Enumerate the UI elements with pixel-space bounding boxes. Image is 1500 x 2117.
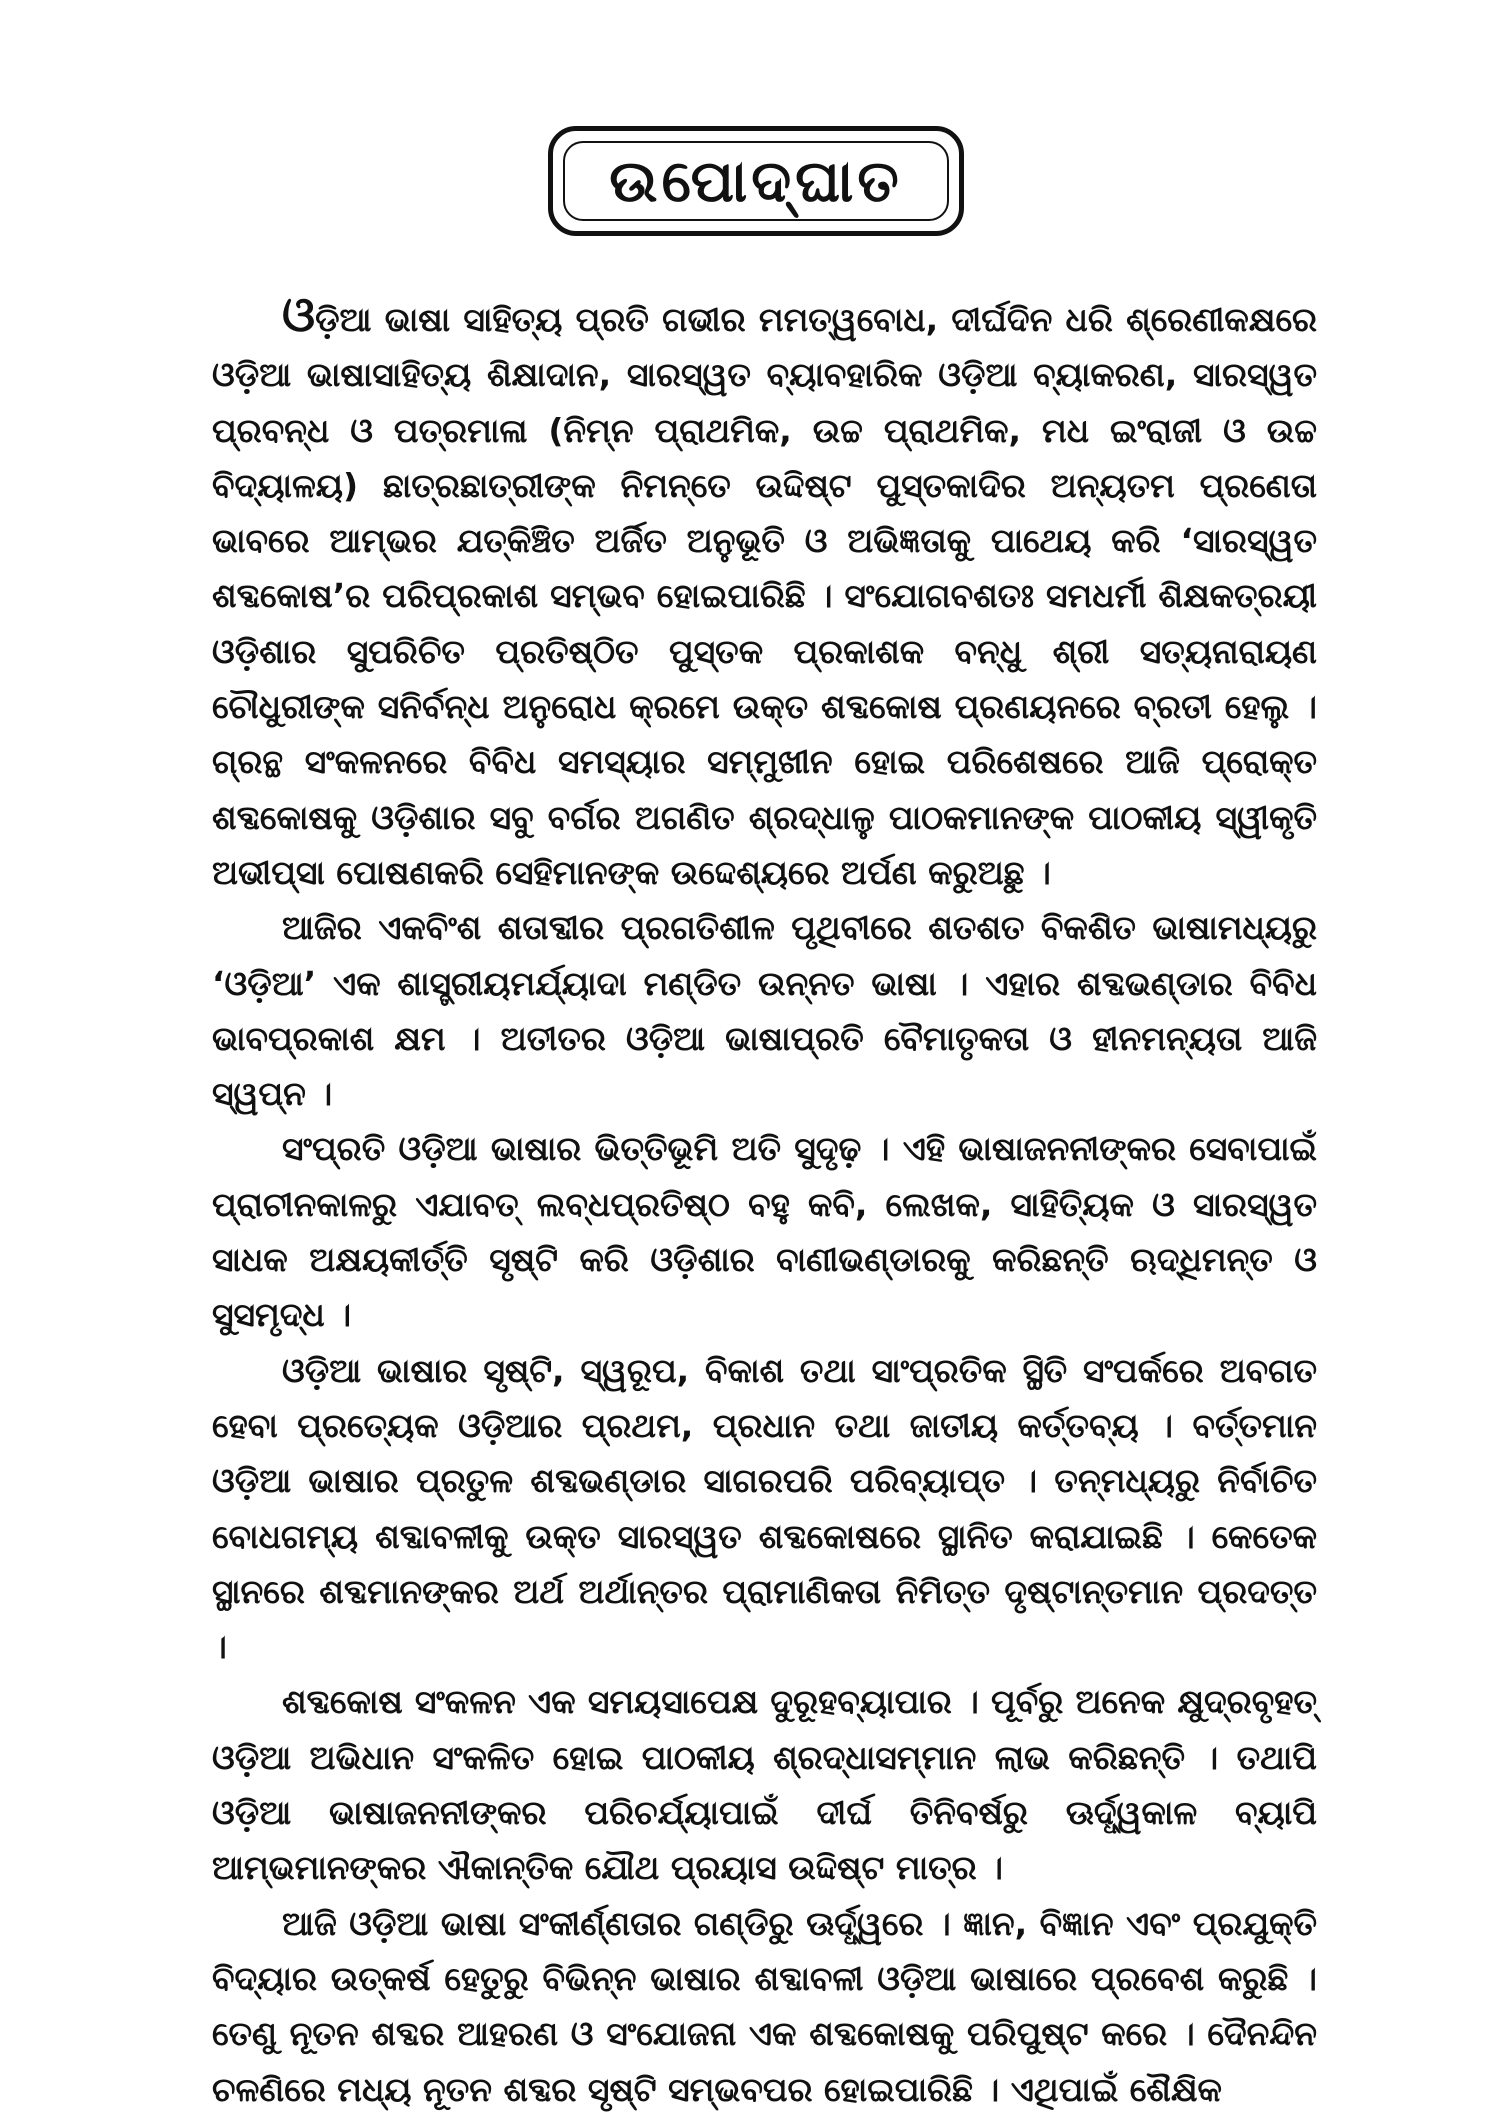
paragraph-4: ଓଡ଼ିଆ ଭାଷାର ସୃଷ୍ଟି, ସ୍ୱରୂପ, ବିକାଶ ତଥା ସାଂପ୍ରତିକ ସ୍ଥିତି ସଂପର୍କରେ ଅବଗତ ହେବା ପ୍ରତ୍ୟେକ ଓଡ଼ିଆର ପ୍ରଥମ, ପ୍ରଧାନ ତଥା ଜାତୀୟ କର୍ତ୍ତବ୍ୟ । ବର୍ତ୍ତମାନ ଓଡ଼ିଆ ଭାଷାର ପ୍ରତୁଳ ଶବ୍ଦଭଣ୍ଡାର ସାଗରପରି ପରିବ୍ୟାପ୍ତ । ତନ୍ମଧ୍ୟରୁ ନିର୍ବାଚିତ ବୋଧଗମ୍ୟ ଶବ୍ଦାବଳୀକୁ ଉକ୍ତ ସାରସ୍ୱତ ଶବ୍ଦକୋଷରେ ସ୍ଥାନିତ କରାଯାଇଛି । କେତେକ ସ୍ଥାନରେ ଶବ୍ଦମାନଙ୍କର ଅର୍ଥ ଅର୍ଥାନ୍ତର ପ୍ରାମାଣିକତା ନିମିତ୍ତ ଦୃଷ୍ଟାନ୍ତମାନ ପ୍ରଦତ୍ତ । bbox=[212, 1350, 1317, 1667]
paragraph-6: ଆଜି ଓଡ଼ିଆ ଭାଷା ସଂକୀର୍ଣ୍ଣତାର ଗଣ୍ଡିରୁ ଊର୍ଦ୍ଧ୍ୱରେ । ଜ୍ଞାନ, ବିଜ୍ଞାନ ଏବଂ ପ୍ରଯୁକ୍ତି ବିଦ୍ୟାର ଉତ୍କର୍ଷ ହେତୁରୁ ବିଭିନ୍ନ ଭାଷାର ଶବ୍ଦାବଳୀ ଓଡ଼ିଆ ଭାଷାରେ ପ୍ରବେଶ କରୁଛି । ତେଣୁ ନୂତନ ଶବ୍ଦର ଆହରଣ ଓ ସଂଯୋଜନା ଏକ ଶବ୍ଦକୋଷକୁ ପରିପୁଷ୍ଟ କରେ । ଦୈନନ୍ଦିନ ଚଳଣିରେ ମଧ୍ୟ ନୂତନ ଶବ୍ଦର ସୃଷ୍ଟି ସମ୍ଭବପର ହୋଇପାରିଛି । ଏଥିପାଇଁ ଶୈକ୍ଷିକ bbox=[212, 1903, 1317, 2109]
title-frame bbox=[548, 126, 964, 236]
drop-cap: ଓ bbox=[282, 287, 316, 343]
paragraph-5: ଶବ୍ଦକୋଷ ସଂକଳନ ଏକ ସମୟସାପେକ୍ଷ ଦୁରୂହବ୍ୟାପାର । ପୂର୍ବରୁ ଅନେକ କ୍ଷୁଦ୍ରବୃହତ୍ ଓଡ଼ିଆ ଅଭିଧାନ ସଂକଳିତ ହୋଇ ପାଠକୀୟ ଶ୍ରଦ୍ଧାସମ୍ମାନ ଲାଭ କରିଛନ୍ତି । ତଥାପି ଓଡ଼ିଆ ଭାଷାଜନନୀଙ୍କର ପରିଚର୍ଯ୍ୟାପାଇଁ ଦୀର୍ଘ ତିନିବର୍ଷରୁ ଊର୍ଦ୍ଧ୍ୱକାଳ ବ୍ୟାପି ଆମ୍ଭମାନଙ୍କର ଐକାନ୍ତିକ ଯୌଥ ପ୍ରୟାସ ଉଦ୍ଦିଷ୍ଟ ମାତ୍ର । bbox=[212, 1682, 1317, 1888]
paragraph-2: ଆଜିର ଏକବିଂଶ ଶତାବ୍ଦୀର ପ୍ରଗତିଶୀଳ ପୃଥିବୀରେ ଶତଶତ ବିକଶିତ ଭାଷାମଧ୍ୟରୁ ‘ଓଡ଼ିଆ’ ଏକ ଶାସ୍ତ୍ରୀୟମର୍ଯ୍ୟାଦା ମଣ୍ଡିତ ଉନ୍ନତ ଭାଷା । ଏହାର ଶବ୍ଦଭଣ୍ଡାର ବିବିଧ ଭାବପ୍ରକାଶ କ୍ଷମ । ଅତୀତର ଓଡ଼ିଆ ଭାଷାପ୍ରତି ବୈମାତୃକତା ଓ ହୀନମନ୍ୟତା ଆଜି ସ୍ୱପ୍ନ । bbox=[212, 908, 1317, 1114]
paragraph-3: ସଂପ୍ରତି ଓଡ଼ିଆ ଭାଷାର ଭିତ୍ତିଭୂମି ଅତି ସୁଦୃଢ଼ । ଏହି ଭାଷାଜନନୀଙ୍କର ସେବାପାଇଁ ପ୍ରାଚୀନକାଳରୁ ଏଯାବତ୍ ଲବ୍ଧପ୍ରତିଷ୍ଠ ବହୁ କବି, ଲେଖକ, ସାହିତ୍ୟିକ ଓ ସାରସ୍ୱତ ସାଧକ ଅକ୍ଷୟକୀର୍ତ୍ତି ସୃଷ୍ଟି କରି ଓଡ଼ିଶାର ବାଣୀଭଣ୍ଡାରକୁ କରିଛନ୍ତି ଋଦ୍ଧିମନ୍ତ ଓ ସୁସମୃଦ୍ଧ । bbox=[212, 1129, 1317, 1335]
page-title: ଉପୋଦ୍‌ଘାତ bbox=[609, 146, 903, 215]
paragraph-1 bbox=[212, 287, 1317, 900]
body-text bbox=[212, 287, 1317, 2117]
paragraph-1-text: ଡ଼ିଆ ଭାଷା ସାହିତ୍ୟ ପ୍ରତି ଗଭୀର ମମତ୍ୱବୋଧ, ଦୀର୍ଘଦିନ ଧରି ଶ୍ରେଣୀକକ୍ଷରେ ଓଡ଼ିଆ ଭାଷାସାହିତ୍ୟ ଶିକ୍ଷାଦାନ, ସାରସ୍ୱତ ବ୍ୟାବହାରିକ ଓଡ଼ିଆ ବ୍ୟାକରଣ, ସାରସ୍ୱତ ପ୍ରବନ୍ଧ ଓ ପତ୍ରମାଳା (ନିମ୍ନ ପ୍ରାଥମିକ, ଉଚ୍ଚ ପ୍ରାଥମିକ, ମଧ ଇଂରାଜୀ ଓ ଉଚ୍ଚ ବିଦ୍ୟାଳୟ) ଛାତ୍ରଛାତ୍ରୀଙ୍କ ନିମନ୍ତେ ଉଦ୍ଦିଷ୍ଟ ପୁସ୍ତକାଦିର ଅନ୍ୟତମ ପ୍ରଣେତା ଭାବରେ ଆମ୍ଭର ଯତ୍‌କିଞ୍ଚିତ ଅର୍ଜିତ ଅନୁଭୂତି ଓ ଅଭିଜ୍ଞତାକୁ ପାଥେୟ କରି ‘ସାରସ୍ୱତ ଶବ୍ଦକୋଷ’ର ପରିପ୍ରକାଶ ସମ୍ଭବ ହୋଇପାରିଛି । ସଂଯୋଗବଶତଃ ସମଧର୍ମୀ ଶିକ୍ଷକତ୍ରୟୀ ଓଡ଼ିଶାର ସୁପରିଚିତ ପ୍ରତିଷ୍ଠିତ ପୁସ୍ତକ ପ୍ରକାଶକ ବନ୍ଧୁ ଶ୍ରୀ ସତ୍ୟନାରାୟଣ ଚୌଧୁରୀଙ୍କ ସନିର୍ବନ୍ଧ ଅନୁରୋଧ କ୍ରମେ ଉକ୍ତ ଶବ୍ଦକୋଷ ପ୍ରଣୟନରେ ବ୍ରତୀ ହେଲୁ । ଗ୍ରନ୍ଥ ସଂକଳନରେ ବିବିଧ ସମସ୍ୟାର ସମ୍ମୁଖୀନ ହୋଇ ପରିଶେଷରେ ଆଜି ପ୍ରୋକ୍ତ ଶବ୍ଦକୋଷକୁ ଓଡ଼ିଶାର ସବୁ ବର୍ଗର ଅଗଣିତ ଶ୍ରଦ୍ଧାଳୁ ପାଠକମାନଙ୍କ ପାଠକୀୟ ସ୍ୱୀକୃତି ଅଭୀପ୍‌ସା ପୋଷଣକରି ସେହିମାନଙ୍କ ଉଦ୍ଦେଶ୍ୟରେ ଅର୍ପଣ କରୁଅଛୁ । bbox=[212, 300, 1317, 892]
